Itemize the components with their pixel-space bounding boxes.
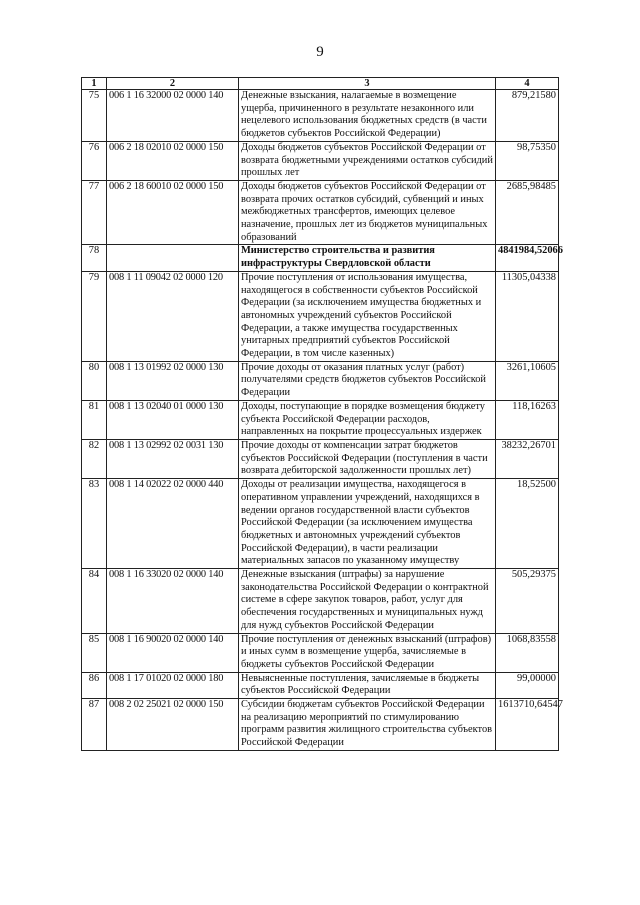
revenue-description: Невыясненные поступления, зачисляемые в бюджеты субъектов Российской Федерации (239, 672, 496, 698)
revenue-description: Доходы бюджетов субъектов Российской Федерации от возврата бюджетными учреждениями остатков субсидий прошлых лет (239, 141, 496, 180)
budget-classification-code: 008 1 13 02040 01 0000 130 (107, 400, 239, 439)
amount: 99,00000 (496, 672, 559, 698)
budget-classification-code: 008 1 16 90020 02 0000 140 (107, 633, 239, 672)
revenue-table (81, 77, 563, 751)
amount: 2685,98485 (496, 180, 559, 245)
revenue-description: Денежные взыскания, налагаемые в возмещение ущерба, причиненного в результате незаконного или нецелевого использования бюджетных средств (в части бюджетов субъектов Российской Федерации) (239, 90, 496, 142)
table-row (82, 699, 559, 751)
row-number: 82 (82, 439, 107, 478)
revenue-description: Доходы, поступающие в порядке возмещения бюджету субъекта Российской Федерации расходов, направленных на покрытие процессуальных издержек (239, 400, 496, 439)
amount: 98,75350 (496, 141, 559, 180)
budget-classification-code: 008 2 02 25021 02 0000 150 (107, 699, 239, 751)
row-number: 85 (82, 633, 107, 672)
budget-classification-code: 008 1 14 02022 02 0000 440 (107, 479, 239, 569)
table-row (82, 271, 559, 361)
row-number: 81 (82, 400, 107, 439)
amount: 505,29375 (496, 569, 559, 634)
column-header-4: 4 (496, 78, 559, 90)
revenue-description: Денежные взыскания (штрафы) за нарушение законодательства Российской Федерации о контрактной системе в сфере закупок товаров, работ, услуг для обеспечения государственных и муниципальных нужд для нужд субъектов Российской Федерации (239, 569, 496, 634)
table-row (82, 672, 559, 698)
table-row (82, 90, 559, 142)
amount: 118,16263 (496, 400, 559, 439)
revenue-description: Доходы бюджетов субъектов Российской Федерации от возврата прочих остатков субсидий, субвенций и иных межбюджетных трансфертов, имеющих целевое назначение, прошлых лет из бюджетов муниципальных образований (239, 180, 496, 245)
row-number: 87 (82, 699, 107, 751)
row-number: 80 (82, 361, 107, 400)
table-row (82, 400, 559, 439)
row-number: 75 (82, 90, 107, 142)
budget-classification-code: 006 1 16 32000 02 0000 140 (107, 90, 239, 142)
row-number: 79 (82, 271, 107, 361)
budget-classification-code (107, 245, 239, 271)
table-row (82, 141, 559, 180)
table-row (82, 569, 559, 634)
column-header-1: 1 (82, 78, 107, 90)
amount: 879,21580 (496, 90, 559, 142)
table-header-row (82, 78, 559, 90)
revenue-description: Прочие поступления от денежных взысканий (штрафов) и иных сумм в возмещение ущерба, зачисляемые в бюджеты субъектов Российской Федерации (239, 633, 496, 672)
table-row (82, 180, 559, 245)
table-row (82, 361, 559, 400)
amount: 38232,26701 (496, 439, 559, 478)
budget-classification-code: 008 1 11 09042 02 0000 120 (107, 271, 239, 361)
table-row (82, 245, 559, 271)
amount: 18,52500 (496, 479, 559, 569)
column-header-2: 2 (107, 78, 239, 90)
budget-classification-code: 006 2 18 60010 02 0000 150 (107, 180, 239, 245)
budget-classification-code: 006 2 18 02010 02 0000 150 (107, 141, 239, 180)
row-number: 77 (82, 180, 107, 245)
revenue-description: Доходы от реализации имущества, находящегося в оперативном управлении учреждений, находящихся в ведении органов государственной власти субъектов Российской Федерации (за исключением имущества бюджетных и автономных учреждений субъектов Российской Федерации), в части реализации материальных запасов по указанному имуществу (239, 479, 496, 569)
revenue-description: Министерство строительства и развития инфраструктуры Свердловской области (239, 245, 496, 271)
revenue-description: Прочие поступления от использования имущества, находящегося в собственности субъектов Российской Федерации (за исключением имущества бюджетных и автономных учреждений субъектов Российской Федерации, а также имущества государственных унитарных предприятий субъектов Российской Федерации, в том числе казенных) (239, 271, 496, 361)
budget-classification-code: 008 1 13 02992 02 0031 130 (107, 439, 239, 478)
revenue-description: Прочие доходы от оказания платных услуг (работ) получателями средств бюджетов субъектов Российской Федерации (239, 361, 496, 400)
column-header-3: 3 (239, 78, 496, 90)
row-number: 83 (82, 479, 107, 569)
revenue-description: Субсидии бюджетам субъектов Российской Федерации на реализацию мероприятий по стимулированию программ развития жилищного строительства субъектов Российской Федерации (239, 699, 496, 751)
row-number: 84 (82, 569, 107, 634)
page-number: 9 (316, 44, 324, 60)
amount: 1613710,64547 (496, 699, 559, 751)
table-row (82, 633, 559, 672)
budget-classification-code: 008 1 17 01020 02 0000 180 (107, 672, 239, 698)
row-number: 76 (82, 141, 107, 180)
row-number: 86 (82, 672, 107, 698)
row-number: 78 (82, 245, 107, 271)
budget-classification-code: 008 1 13 01992 02 0000 130 (107, 361, 239, 400)
amount: 11305,04338 (496, 271, 559, 361)
amount: 3261,10605 (496, 361, 559, 400)
amount: 1068,83558 (496, 633, 559, 672)
budget-classification-code: 008 1 16 33020 02 0000 140 (107, 569, 239, 634)
table-row (82, 439, 559, 478)
amount: 4841984,52066 (496, 245, 559, 271)
table-row (82, 479, 559, 569)
revenue-description: Прочие доходы от компенсации затрат бюджетов субъектов Российской Федерации (поступления в части возврата дебиторской задолженности прошлых лет) (239, 439, 496, 478)
